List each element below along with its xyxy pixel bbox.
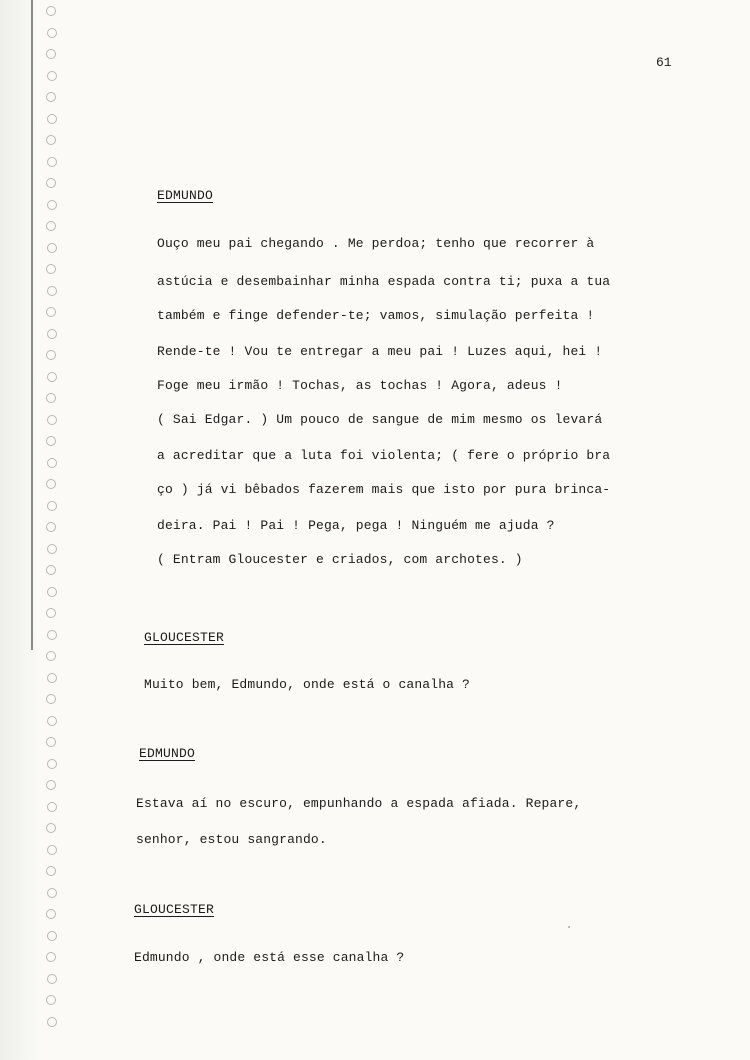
dialogue-line: a acreditar que a luta foi violenta; ( fere o próprio bra (157, 448, 611, 463)
punch-hole (47, 286, 57, 296)
punch-hole (46, 436, 56, 446)
punch-hole (46, 651, 56, 661)
punch-hole (47, 845, 57, 855)
punch-hole (47, 716, 57, 726)
punch-hole (46, 350, 56, 360)
punch-hole (46, 307, 56, 317)
punch-hole (47, 114, 57, 124)
punch-hole (46, 135, 56, 145)
punch-hole (46, 608, 56, 618)
punch-hole (46, 264, 56, 274)
page-number: 61 (656, 55, 672, 70)
punch-hole (47, 759, 57, 769)
punch-hole (47, 544, 57, 554)
punch-hole (47, 802, 57, 812)
dialogue-line: Muito bem, Edmundo, onde está o canalha ? (144, 677, 471, 692)
punch-hole (47, 587, 57, 597)
punch-hole (47, 630, 57, 640)
punch-hole (46, 909, 56, 919)
dialogue-line: Foge meu irmão ! Tochas, as tochas ! Agora, adeus ! (157, 378, 563, 393)
dialogue-line: Rende-te ! Vou te entregar a meu pai ! Luzes aqui, hei ! (157, 344, 603, 359)
punch-hole (46, 737, 56, 747)
punch-hole (46, 49, 56, 59)
punch-hole (46, 823, 56, 833)
punch-hole (46, 221, 56, 231)
dialogue-line: ço ) já vi bêbados fazerem mais que isto por pura brinca- (157, 482, 611, 497)
dialogue-line: astúcia e desembainhar minha espada contra ti; puxa a tua (157, 274, 611, 289)
punch-hole (46, 780, 56, 790)
speaker-name: GLOUCESTER (144, 630, 225, 645)
dialogue-line: Estava aí no escuro, empunhando a espada afiada. Repare, (136, 796, 582, 811)
binding-edge-line (31, 0, 33, 650)
punch-hole (46, 866, 56, 876)
punch-hole (47, 372, 57, 382)
punch-hole (46, 522, 56, 532)
punch-holes (46, 6, 60, 1046)
dialogue-line: senhor, estou sangrando. (136, 832, 327, 847)
speaker-name: EDMUNDO (139, 746, 196, 761)
punch-hole (47, 1017, 57, 1027)
paper-speck (568, 926, 570, 928)
punch-hole (46, 6, 56, 16)
punch-hole (47, 673, 57, 683)
punch-hole (46, 565, 56, 575)
dialogue-line: Edmundo , onde está esse canalha ? (134, 950, 405, 965)
punch-hole (47, 243, 57, 253)
punch-hole (46, 92, 56, 102)
punch-hole (47, 71, 57, 81)
punch-hole (47, 931, 57, 941)
dialogue-line: Ouço meu pai chegando . Me perdoa; tenho que recorrer à (157, 236, 595, 251)
punch-hole (47, 157, 57, 167)
punch-hole (46, 952, 56, 962)
dialogue-line: também e finge defender-te; vamos, simulação perfeita ! (157, 308, 595, 323)
punch-hole (47, 458, 57, 468)
punch-hole (46, 178, 56, 188)
speaker-name: GLOUCESTER (134, 902, 215, 917)
punch-hole (46, 995, 56, 1005)
punch-hole (46, 694, 56, 704)
punch-hole (47, 501, 57, 511)
punch-hole (47, 888, 57, 898)
speaker-name: EDMUNDO (157, 188, 214, 203)
punch-hole (47, 28, 57, 38)
punch-hole (46, 479, 56, 489)
punch-hole (47, 415, 57, 425)
punch-hole (47, 200, 57, 210)
punch-hole (46, 393, 56, 403)
dialogue-line: deira. Pai ! Pai ! Pega, pega ! Ninguém me ajuda ? (157, 518, 555, 533)
dialogue-line: ( Sai Edgar. ) Um pouco de sangue de mim mesmo os levará (157, 412, 603, 427)
punch-hole (47, 974, 57, 984)
dialogue-line: ( Entram Gloucester e criados, com archotes. ) (157, 552, 523, 567)
punch-hole (47, 329, 57, 339)
